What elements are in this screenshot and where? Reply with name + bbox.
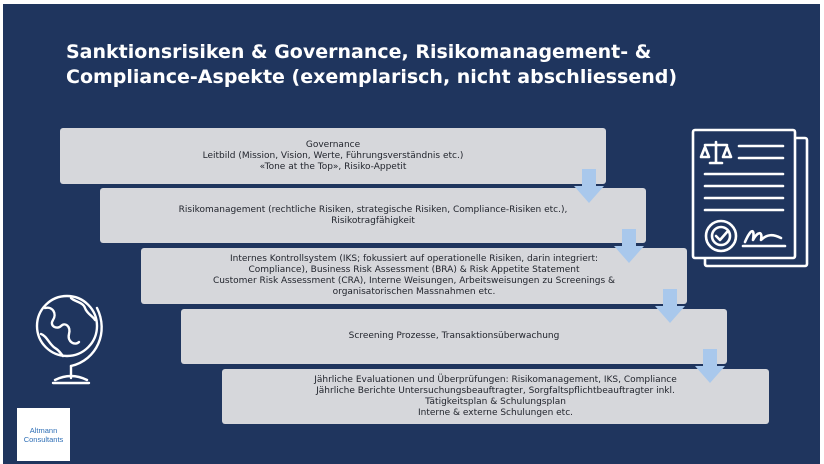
slide-title: [66, 40, 766, 90]
logo-line-2: Consultants: [23, 434, 64, 444]
globe-icon: [31, 286, 113, 390]
box-line: Internes Kontrollsystem (IKS; fokussiert auf operationelle Risiken, darin integriert:: [229, 254, 599, 264]
box-line: Customer Risk Assessment (CRA), Interne Weisungen, Arbeitsweisungen zu Screenings &: [212, 276, 616, 286]
box-line: «Tone at the Top», Risiko-Appetit: [259, 161, 407, 172]
box-line: Compliance), Business Risk Assessment (BRA) & Risk Appetite Statement: [248, 265, 580, 275]
logo-line-1: Altmann: [29, 425, 58, 435]
arrow-down-icon: [614, 229, 644, 263]
box-line: Risikotragfähigkeit: [331, 215, 415, 226]
altmann-consultants-logo: [17, 408, 70, 461]
box-line: Risikomanagement (rechtliche Risiken, strategische Risiken, Compliance-Risiken etc.),: [178, 204, 568, 215]
box-line: Screening Prozesse, Transaktionsüberwachung: [348, 331, 560, 341]
risikomanagement-box: [100, 188, 646, 243]
evaluation-box: [222, 369, 769, 424]
box-line: Governance: [305, 139, 361, 150]
slide: [3, 4, 820, 464]
title-line-1: Sanktionsrisiken & Governance, Risikomanagement- &: [66, 41, 652, 63]
box-line: Jährliche Berichte Untersuchungsbeauftragter, Sorgfaltspflichtbeauftragter inkl.: [316, 385, 675, 396]
box-line: Tätigkeitsplan & Schulungsplan: [425, 396, 566, 407]
box-line: Interne & externe Schulungen etc.: [417, 407, 574, 418]
box-line: Jährliche Evaluationen und Überprüfungen: Risikomanagement, IKS, Compliance: [314, 374, 677, 385]
box-line: organisatorischen Massnahmen etc.: [332, 287, 496, 297]
arrow-down-icon: [695, 349, 725, 383]
iks-box: [141, 248, 687, 304]
arrow-down-icon: [655, 289, 685, 323]
contract-document-icon: [691, 128, 815, 270]
box-line: Leitbild (Mission, Vision, Werte, Führungsverständnis etc.): [202, 150, 464, 161]
screening-box: [181, 309, 727, 364]
governance-box: [60, 128, 606, 184]
title-line-2: Compliance-Aspekte (exemplarisch, nicht abschliessend): [66, 66, 678, 88]
arrow-down-icon: [574, 169, 604, 203]
